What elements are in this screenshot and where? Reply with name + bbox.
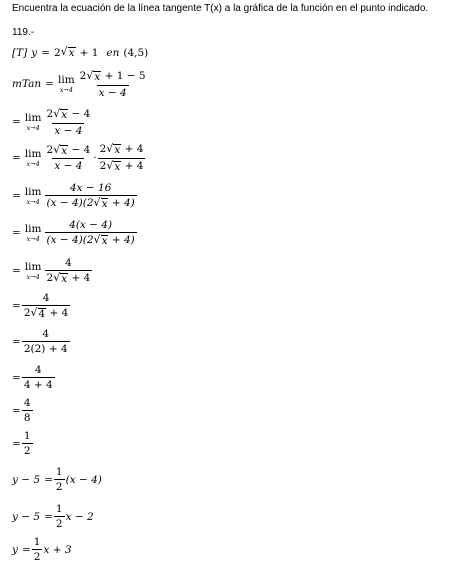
fraction [78,70,148,99]
denominator: 4 + 4 [23,379,53,392]
radicand: 4 [38,308,46,321]
lim-subscript: x→4 [26,272,40,281]
numerator: 4x − 16 [69,182,112,194]
num-tail: − 4 [71,108,91,120]
problem-point: (4,5) [123,46,149,59]
numerator: 4 [42,328,50,340]
final-rhs-tail: x + 3 [43,543,72,556]
denominator: 2(2) + 4 [23,343,68,356]
lim-word: lim [24,186,42,199]
fraction [22,292,71,321]
equals-sign: = [12,152,21,165]
num-coef: 2 [99,143,107,155]
radicand: x [61,273,68,286]
den-part-b: + 4) [111,197,135,210]
fraction [22,397,33,424]
denominator: 2 [33,551,41,563]
problem-eq: = [41,46,50,59]
rhs-tail: x − 2 [65,510,94,523]
fraction [45,144,93,173]
denominator: 2 [55,481,63,494]
step-3 [12,143,146,173]
step-6 [12,257,93,286]
radicand: x [61,109,68,121]
denominator: x − 4 [54,160,83,173]
den-coef: 2 [23,307,31,320]
point-slope-rhs: (x − 4) [65,473,102,486]
slope-fraction [32,536,43,563]
limit-operator [58,75,75,93]
multiply-dot: · [93,152,97,165]
num-coef: 2 [46,143,54,156]
denominator: 8 [23,412,31,425]
step-2 [12,108,93,137]
fraction [22,364,55,391]
den-part-b: + 4) [111,234,135,247]
step-1 [12,70,149,99]
lim-word: lim [24,112,42,125]
limit-operator [25,187,42,205]
point-slope-lhs: y − 5 [12,510,41,523]
step-12 [12,466,102,493]
numerator: 1 [33,536,41,548]
sqrt: √ x [106,158,121,173]
numerator: 4 [42,292,50,304]
step-10 [12,397,34,424]
equals-sign: = [21,543,31,556]
conjugate-fraction [98,143,146,173]
step-9 [12,364,56,391]
lim-word: lim [24,261,42,274]
radicand: x [101,198,108,211]
lim-word: lim [24,223,42,236]
slope-fraction [54,466,65,493]
lim-subscript: x→4 [26,197,40,206]
fraction [45,108,93,137]
problem-radicand: x [68,47,75,59]
den-tail: + 4 [124,159,144,172]
denominator: x − 4 [54,124,83,137]
lim-subscript: x→4 [59,85,73,94]
sqrt: √ 4 [30,306,46,321]
sqrt: √ x [93,196,108,211]
limit-operator [25,149,42,167]
radicand: x [114,144,121,156]
den-tail: + 4 [71,272,91,285]
lim-subscript: x→4 [26,159,40,168]
lim-subscript: x→4 [26,123,40,132]
num-coef: 2 [46,108,54,120]
fraction [45,257,93,286]
num-tail: + 1 − 5 [104,70,146,82]
numerator: 1 [55,503,63,515]
equals-sign: = [12,371,21,384]
sqrt: √ x [86,69,101,83]
final-lhs: y [12,543,18,556]
sqrt: √ x [53,271,68,286]
den-coef: 2 [46,272,54,285]
equals-sign: = [44,510,53,523]
step-14 [12,536,72,563]
problem-sqrt: √ x [60,45,75,59]
num-tail: + 4 [124,143,144,155]
equals-sign: = [44,473,53,486]
equals-sign: = [12,265,21,278]
numerator: 4 [23,397,31,409]
slope-fraction [54,503,65,530]
problem-coef: 2 [53,46,61,59]
problem-tail: + 1 [79,46,99,59]
step-11 [12,430,34,457]
lim-word: lim [57,74,75,87]
radicand: x [101,235,108,248]
den-part-a: (x − 4)(2 [46,197,94,210]
fraction [22,328,70,355]
instruction-text: Encuentra la ecuación de la línea tangente T(x) a la gráfica de la función en el punto indicado. [12,3,429,14]
num-coef: 2 [79,70,87,82]
step-13 [12,503,94,530]
denominator: 2 [55,518,63,531]
problem-label: [T] [12,46,28,59]
fraction [22,430,33,457]
equals-sign: = [12,437,21,450]
limit-operator [25,262,42,280]
sqrt: √ x [106,142,121,156]
numerator: 1 [55,466,63,478]
step-7 [12,292,71,321]
den-coef: 2 [99,159,107,172]
sqrt: √ x [53,107,68,121]
fraction [45,219,137,248]
step-8 [12,328,71,355]
step-5 [12,219,138,248]
problem-statement [12,46,148,60]
denominator: x − 4 [98,86,127,99]
point-slope-lhs: y − 5 [12,473,41,486]
equals-sign: = [12,116,21,129]
den-part-a: (x − 4)(2 [46,234,94,247]
denominator: 2 [23,445,31,458]
lim-subscript: x→4 [26,234,40,243]
step-4 [12,182,138,211]
problem-number: 119.- [12,27,35,38]
problem-lhs: y [31,46,38,59]
equals-sign: = [45,78,54,91]
numerator: 4 [65,257,72,269]
lim-word: lim [24,148,42,161]
equals-sign: = [12,300,21,313]
limit-operator [25,224,42,242]
den-tail: + 4 [49,307,69,320]
problem-en: en [106,46,120,59]
numerator: 4(x − 4) [69,219,113,231]
equals-sign: = [12,404,21,417]
mtan-label: mTan [12,78,42,91]
sqrt: √ x [93,233,108,248]
num-tail: − 4 [71,143,91,156]
radicand: x [114,160,121,173]
numerator: 4 [34,364,42,376]
radicand: x [94,71,101,83]
limit-operator [25,113,42,131]
equals-sign: = [12,227,21,240]
equals-sign: = [12,335,21,348]
fraction [45,182,137,211]
radicand: x [61,144,68,157]
numerator: 1 [23,430,31,442]
sqrt: √ x [53,142,68,157]
equals-sign: = [12,190,21,203]
